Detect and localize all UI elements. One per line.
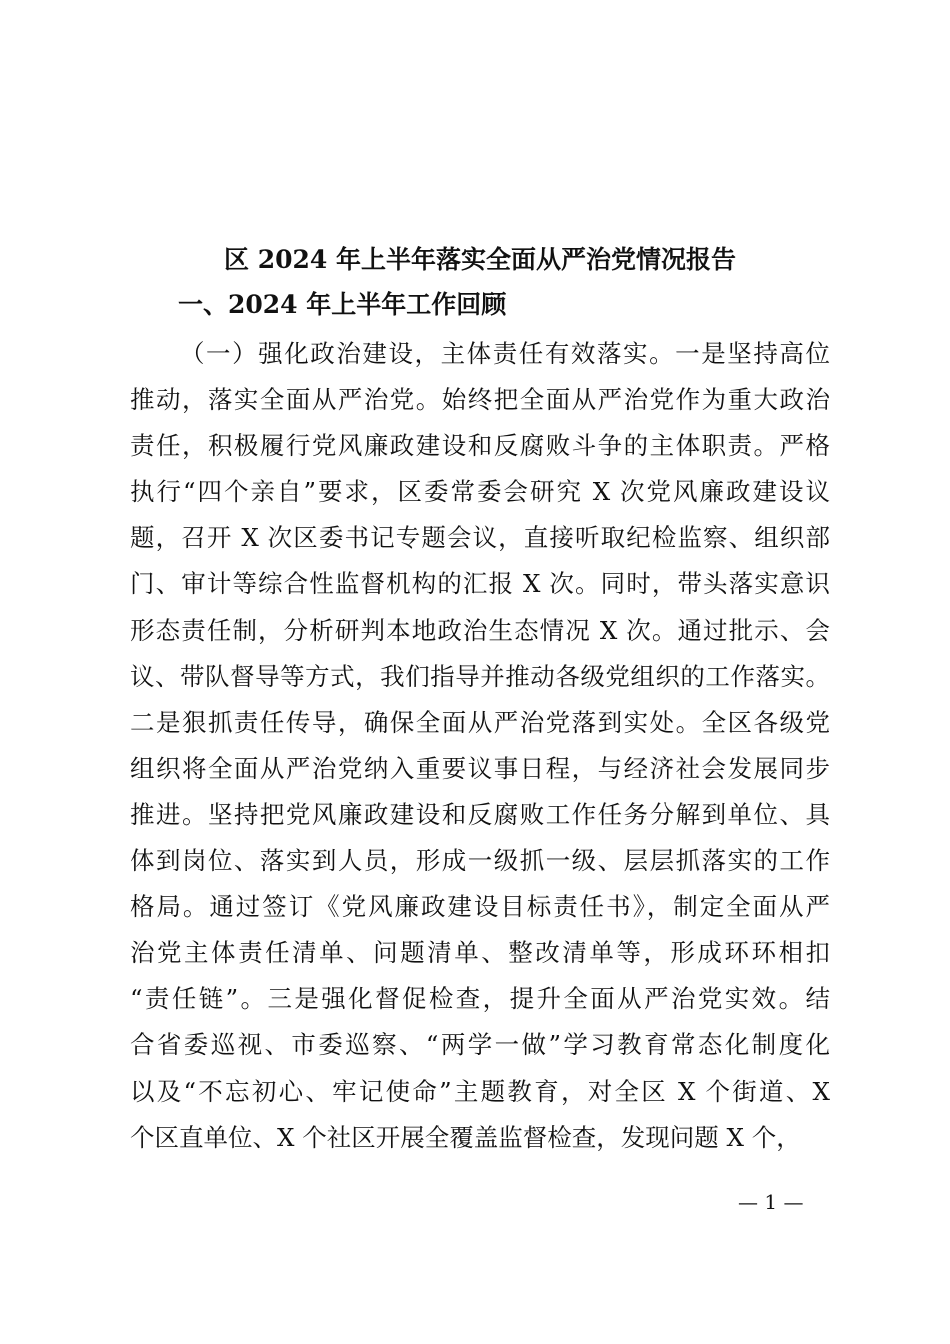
body-line: 以及“不忘初心、牢记使命”主题教育，对全区 X 个街道、X bbox=[130, 1076, 830, 1106]
body-line: 形态责任制，分析研判本地政治生态情况 X 次。通过批示、会 bbox=[130, 615, 830, 645]
section-heading: 一、2024 年上半年工作回顾 bbox=[178, 290, 507, 319]
body-text bbox=[130, 331, 830, 1161]
body-line: 推进。坚持把党风廉政建设和反腐败工作任务分解到单位、具 bbox=[130, 799, 830, 829]
page-number: — 1 — bbox=[738, 1190, 804, 1214]
document-title: 区 2024 年上半年落实全面从严治党情况报告 bbox=[224, 245, 736, 274]
body-line: 议、带队督导等方式，我们指导并推动各级党组织的工作落实。 bbox=[130, 661, 830, 691]
body-line: 治党主体责任清单、问题清单、整改清单等，形成环环相扣 bbox=[130, 938, 830, 968]
body-line: 体到岗位、落实到人员，形成一级抓一级、层层抓落实的工作 bbox=[130, 846, 830, 876]
body-line: 推动，落实全面从严治党。始终把全面从严治党作为重大政治 bbox=[130, 385, 830, 415]
body-line: （一）强化政治建设，主体责任有效落实。一是坚持高位 bbox=[180, 339, 830, 368]
body-line: 个区直单位、X 个社区开展全覆盖监督检查，发现问题 X 个， bbox=[130, 1122, 801, 1152]
body-line: 门、审计等综合性监督机构的汇报 X 次。同时，带头落实意识 bbox=[130, 569, 830, 599]
body-line: “责任链”。三是强化督促检查，提升全面从严治党实效。结 bbox=[130, 984, 830, 1014]
body-line: 二是狠抓责任传导，确保全面从严治党落到实处。全区各级党 bbox=[130, 707, 830, 737]
body-line: 责任，积极履行党风廉政建设和反腐败斗争的主体职责。严格 bbox=[130, 431, 830, 461]
body-line: 题，召开 X 次区委书记专题会议，直接听取纪检监察、组织部 bbox=[130, 523, 830, 553]
body-line: 组织将全面从严治党纳入重要议事日程，与经济社会发展同步 bbox=[130, 753, 830, 783]
body-line: 格局。通过签订《党风廉政建设目标责任书》，制定全面从严 bbox=[130, 892, 830, 922]
body-line: 执行“四个亲自”要求，区委常委会研究 X 次党风廉政建设议 bbox=[130, 477, 830, 507]
body-line: 合省委巡视、市委巡察、“两学一做”学习教育常态化制度化 bbox=[130, 1030, 830, 1060]
